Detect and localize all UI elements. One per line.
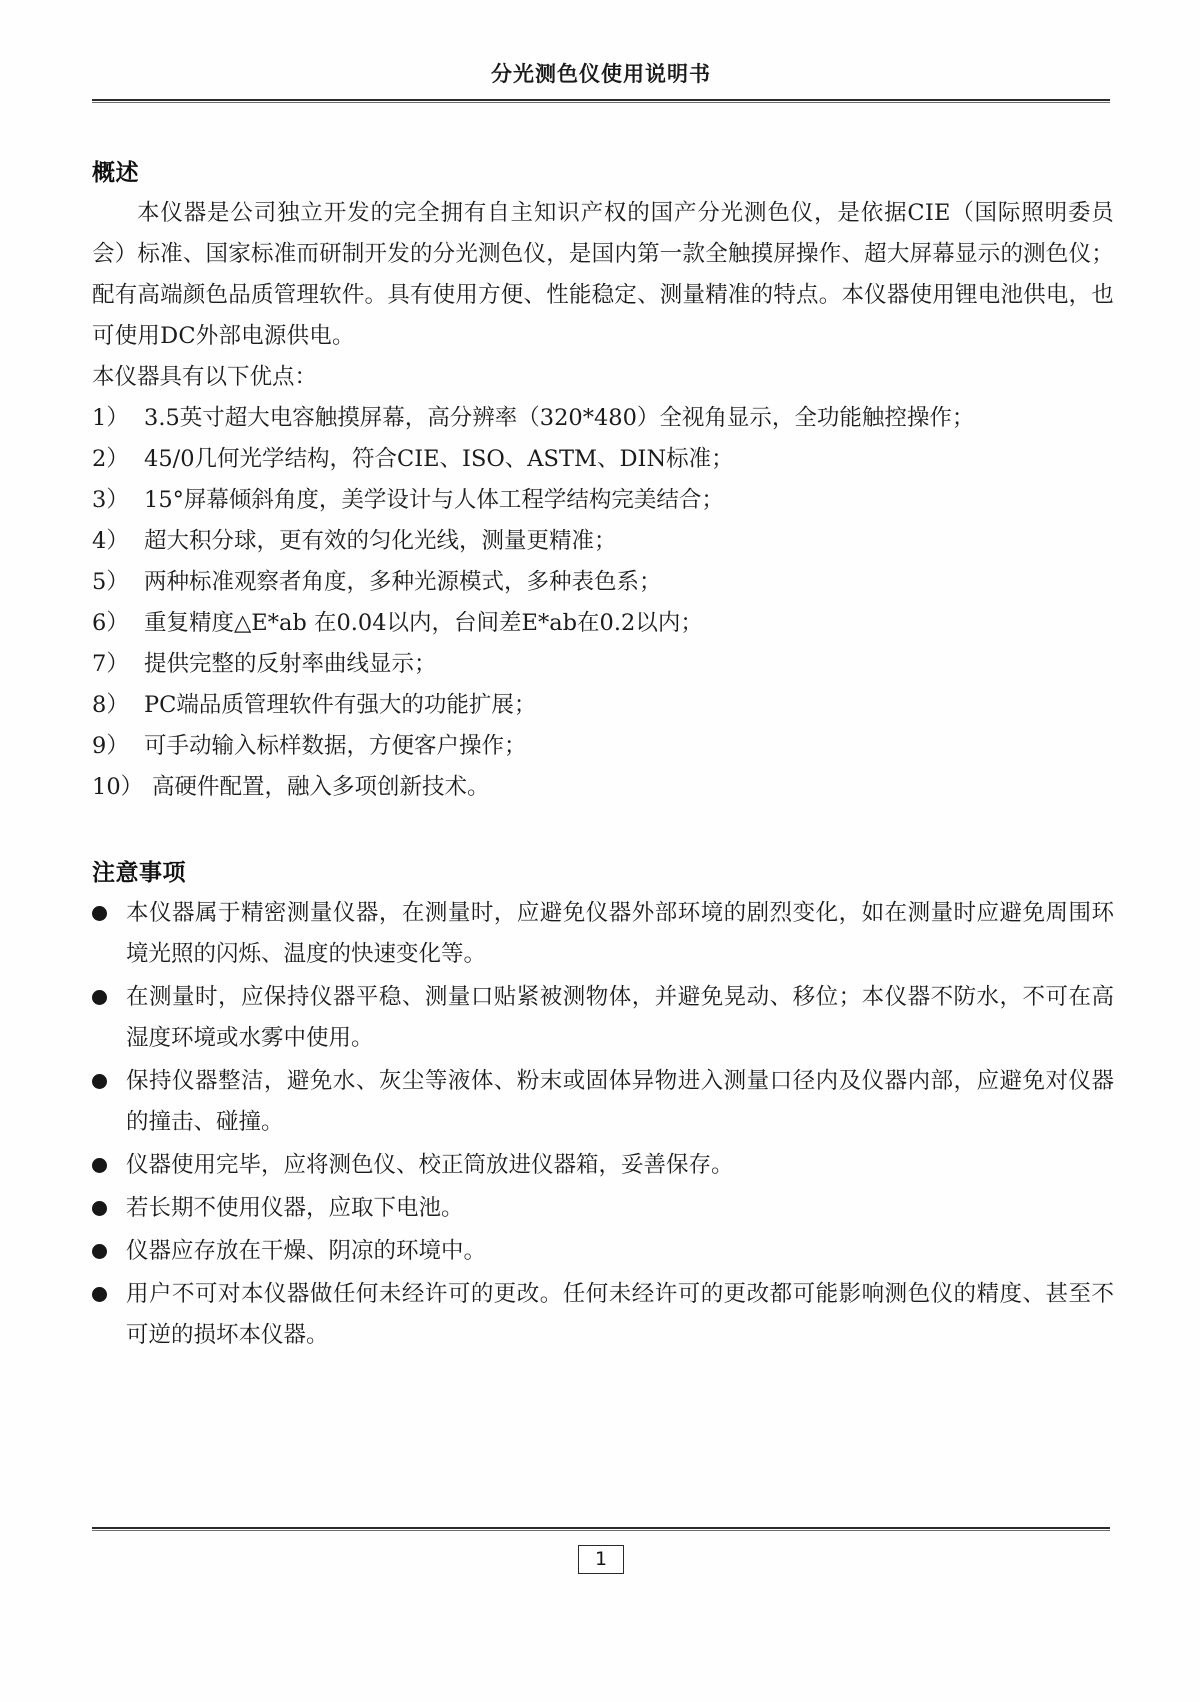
note-text: 仪器使用完毕，应将测色仪、校正筒放进仪器箱，妥善保存。	[126, 1152, 734, 1178]
note-text: 仪器应存放在干燥、阴凉的环境中。	[126, 1238, 487, 1264]
section-overview	[92, 154, 1114, 808]
page-content	[92, 140, 1114, 1358]
feature-list-item	[92, 767, 1114, 808]
overview-paragraph: 本仪器是公司独立开发的完全拥有自主知识产权的国产分光测色仪，是依据CIE（国际照明委员会）标准、国家标准而研制开发的分光测色仪，是国内第一款全触摸屏操作、超大屏幕显示的测色仪；配有高端颜色品质管理软件。具有使用方便、性能稳定、测量精准的特点。本仪器使用锂电池供电，也可使用DC外部电源供电。	[92, 200, 1114, 349]
note-list-item	[92, 1274, 1114, 1356]
feature-text: 45/0几何光学结构，符合CIE、ISO、ASTM、DIN标准；	[144, 446, 734, 472]
feature-text: 可手动输入标样数据，方便客户操作；	[144, 733, 527, 759]
section-notes	[92, 854, 1114, 1356]
bullet-icon	[92, 1287, 107, 1302]
feature-list-item	[92, 685, 1114, 726]
note-list-item	[92, 1231, 1114, 1272]
feature-list-item	[92, 398, 1114, 439]
note-text: 用户不可对本仪器做任何未经许可的更改。任何未经许可的更改都可能影响测色仪的精度、甚至不可逆的损坏本仪器。	[126, 1281, 1114, 1348]
feature-marker: 1）	[92, 405, 129, 431]
feature-text: PC端品质管理软件有强大的功能扩展；	[144, 692, 537, 718]
feature-list-item	[92, 644, 1114, 685]
bullet-icon	[92, 1244, 107, 1259]
feature-marker: 6）	[92, 610, 129, 636]
note-list-item	[92, 1061, 1114, 1143]
note-text: 本仪器属于精密测量仪器，在测量时，应避免仪器外部环境的剧烈变化，如在测量时应避免周围环境光照的闪烁、温度的快速变化等。	[126, 900, 1114, 967]
note-text: 若长期不使用仪器，应取下电池。	[126, 1195, 464, 1221]
note-list-item	[92, 1145, 1114, 1186]
bullet-icon	[92, 1074, 107, 1089]
page-number-container	[92, 1545, 1110, 1574]
note-list-item	[92, 1188, 1114, 1229]
feature-marker: 7）	[92, 651, 129, 677]
feature-text: 15°屏幕倾斜角度，美学设计与人体工程学结构完美结合；	[144, 487, 724, 513]
feature-text: 3.5英寸超大电容触摸屏幕，高分辨率（320*480）全视角显示，全功能触控操作；	[144, 405, 975, 431]
feature-marker: 5）	[92, 569, 129, 595]
feature-list-item	[92, 480, 1114, 521]
bullet-icon	[92, 990, 107, 1005]
bullet-icon	[92, 1201, 107, 1216]
feature-list-item	[92, 439, 1114, 480]
page-header	[92, 62, 1110, 103]
feature-marker: 4）	[92, 528, 129, 554]
notes-heading: 注意事项	[92, 860, 186, 886]
note-text: 保持仪器整洁，避免水、灰尘等液体、粉末或固体异物进入测量口径内及仪器内部，应避免对仪器的撞击、碰撞。	[126, 1068, 1114, 1135]
bullet-icon	[92, 906, 107, 921]
feature-list-item	[92, 726, 1114, 767]
feature-text: 高硬件配置，融入多项创新技术。	[152, 774, 490, 800]
feature-marker: 2）	[92, 446, 129, 472]
page-number: 1	[578, 1545, 624, 1574]
note-list-item	[92, 977, 1114, 1059]
document-title: 分光测色仪使用说明书	[491, 62, 711, 86]
header-divider	[92, 99, 1110, 103]
overview-heading: 概述	[92, 160, 139, 186]
feature-marker: 8）	[92, 692, 129, 718]
feature-list-item	[92, 521, 1114, 562]
feature-text: 超大积分球，更有效的匀化光线，测量更精准；	[144, 528, 617, 554]
feature-text: 两种标准观察者角度，多种光源模式，多种表色系；	[144, 569, 662, 595]
feature-text: 提供完整的反射率曲线显示；	[144, 651, 437, 677]
feature-list-lead-in: 本仪器具有以下优点：	[92, 364, 318, 390]
feature-text: 重复精度△E*ab 在0.04以内，台间差E*ab在0.2以内；	[144, 610, 703, 636]
feature-list-item	[92, 603, 1114, 644]
notes-list	[92, 893, 1114, 1356]
bullet-icon	[92, 1158, 107, 1173]
note-text: 在测量时，应保持仪器平稳、测量口贴紧被测物体，并避免晃动、移位；本仪器不防水，不可在高湿度环境或水雾中使用。	[126, 984, 1114, 1051]
footer-divider	[92, 1527, 1110, 1531]
feature-marker: 3）	[92, 487, 129, 513]
page-footer	[92, 1527, 1110, 1574]
feature-list-item	[92, 562, 1114, 603]
feature-marker: 10）	[92, 774, 144, 800]
feature-list	[92, 398, 1114, 808]
note-list-item	[92, 893, 1114, 975]
feature-marker: 9）	[92, 733, 129, 759]
